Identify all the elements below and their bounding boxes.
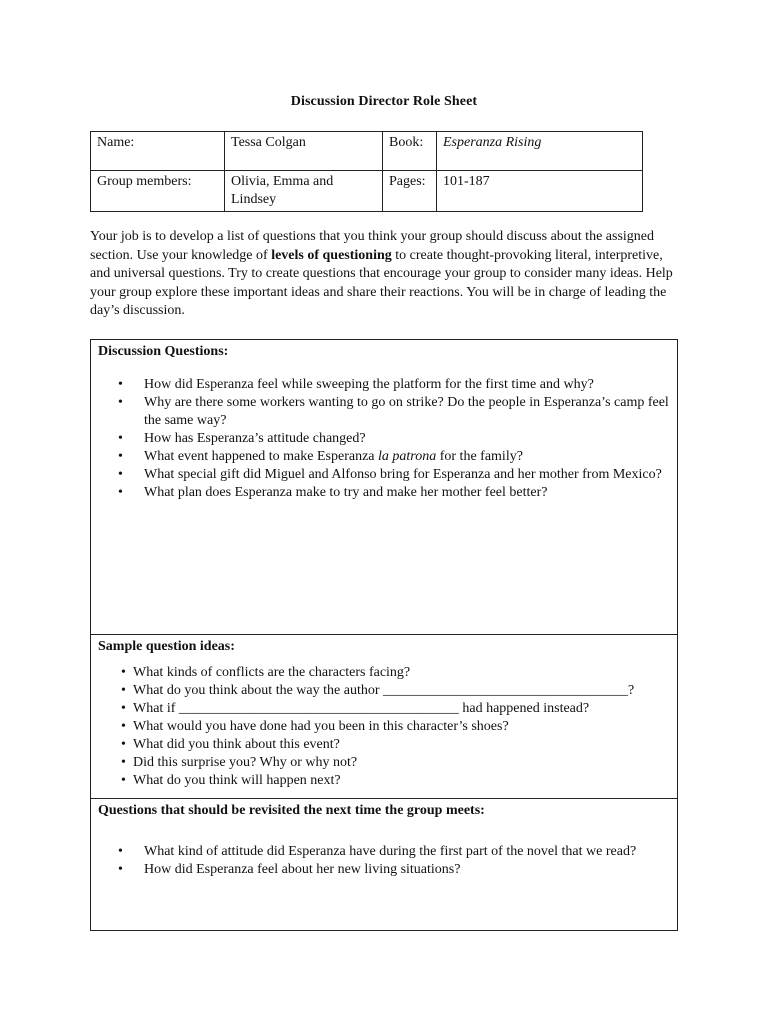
list-item — [91, 700, 677, 718]
question-text: How has Esperanza’s attitude changed? — [144, 431, 366, 446]
list-item — [91, 664, 677, 682]
discussion-questions-list — [91, 376, 677, 502]
question-text: What plan does Esperanza make to try and make her mother feel better? — [144, 485, 548, 500]
sample-question-text: What kinds of conflicts are the characters facing? — [133, 665, 411, 680]
book-label: Book: — [383, 132, 437, 171]
revisit-questions-list — [91, 843, 677, 879]
discussion-questions-heading: Discussion Questions: — [98, 344, 229, 359]
list-item — [91, 394, 677, 430]
bullet-icon: • — [118, 467, 123, 482]
bullet-icon: • — [121, 665, 126, 680]
question-text: What special gift did Miguel and Alfonso bring for Esperanza and her mother from Mexico? — [144, 467, 662, 482]
revisit-questions-heading: Questions that should be revisited the next time the group meets: — [98, 803, 485, 818]
list-item — [91, 843, 677, 861]
revisit-question-text: What kind of attitude did Esperanza have during the first part of the novel that we read? — [144, 844, 637, 859]
sample-question-text: What do you think will happen next? — [133, 773, 341, 788]
list-item — [91, 376, 677, 394]
question-text: How did Esperanza feel while sweeping the platform for the first time and why? — [144, 377, 594, 392]
list-item — [91, 448, 677, 466]
bullet-icon: • — [121, 755, 126, 770]
group-members-label: Group members: — [91, 171, 225, 212]
list-item — [91, 772, 677, 790]
info-row-group — [91, 171, 643, 212]
question-text-emphasis: la patrona — [378, 449, 437, 464]
name-value: Tessa Colgan — [225, 132, 383, 171]
pages-label: Pages: — [383, 171, 437, 212]
sample-question-text: What if ________________________________________ had happened instead? — [133, 701, 590, 716]
book-value: Esperanza Rising — [437, 132, 643, 171]
name-label: Name: — [91, 132, 225, 171]
bullet-icon: • — [121, 773, 126, 788]
bullet-icon: • — [118, 395, 123, 410]
sample-question-text: What did you think about this event? — [133, 737, 340, 752]
instructions-part-1: Your job is to develop a list of questions that you think your group should discuss about the assigned section. Use your knowledge of — [90, 229, 654, 263]
group-members-value: Olivia, Emma and Lindsey — [225, 171, 383, 212]
list-item — [91, 861, 677, 879]
list-item — [91, 484, 677, 502]
bullet-icon: • — [118, 862, 123, 877]
sample-question-ideas-section — [90, 634, 678, 799]
revisit-questions-section — [90, 798, 678, 931]
page-title: Discussion Director Role Sheet — [290, 94, 478, 109]
discussion-questions-section — [90, 339, 678, 635]
list-item — [91, 718, 677, 736]
question-text-start: What event happened to make Esperanza — [144, 449, 379, 464]
instructions-bold-phrase: levels of questioning — [271, 247, 392, 263]
sample-question-text: Did this surprise you? Why or why not? — [133, 755, 358, 770]
info-row-name — [91, 132, 643, 171]
list-item — [91, 736, 677, 754]
instructions-part-2: to create thought-provoking literal, interpretive, and universal questions. Try to create questions that encourage your group to consider many ideas. Help your group explore these important ideas and share their reactions. You will be in charge of leading the day’s discussion. — [90, 247, 673, 318]
bullet-icon: • — [118, 485, 123, 500]
bullet-icon: • — [121, 737, 126, 752]
student-info-table — [90, 131, 643, 212]
list-item — [91, 430, 677, 448]
sample-question-text: What do you think about the way the author ___________________________________? — [133, 683, 635, 698]
bullet-icon: • — [121, 701, 126, 716]
list-item — [91, 682, 677, 700]
sample-question-ideas-heading: Sample question ideas: — [98, 639, 235, 654]
list-item — [91, 754, 677, 772]
question-text-end: for the family? — [436, 449, 523, 464]
sample-question-text: What would you have done had you been in this character’s shoes? — [133, 719, 509, 734]
revisit-question-text: How did Esperanza feel about her new living situations? — [144, 862, 461, 877]
bullet-icon: • — [118, 844, 123, 859]
bullet-icon: • — [121, 683, 126, 698]
sample-question-ideas-list — [91, 664, 677, 790]
question-text: Why are there some workers wanting to go on strike? Do the people in Esperanza’s camp feel the same way? — [144, 395, 669, 428]
bullet-icon: • — [118, 449, 123, 464]
bullet-icon: • — [118, 431, 123, 446]
instructions-paragraph — [90, 228, 680, 321]
list-item — [91, 466, 677, 484]
pages-value: 101-187 — [437, 171, 643, 212]
bullet-icon: • — [121, 719, 126, 734]
bullet-icon: • — [118, 377, 123, 392]
